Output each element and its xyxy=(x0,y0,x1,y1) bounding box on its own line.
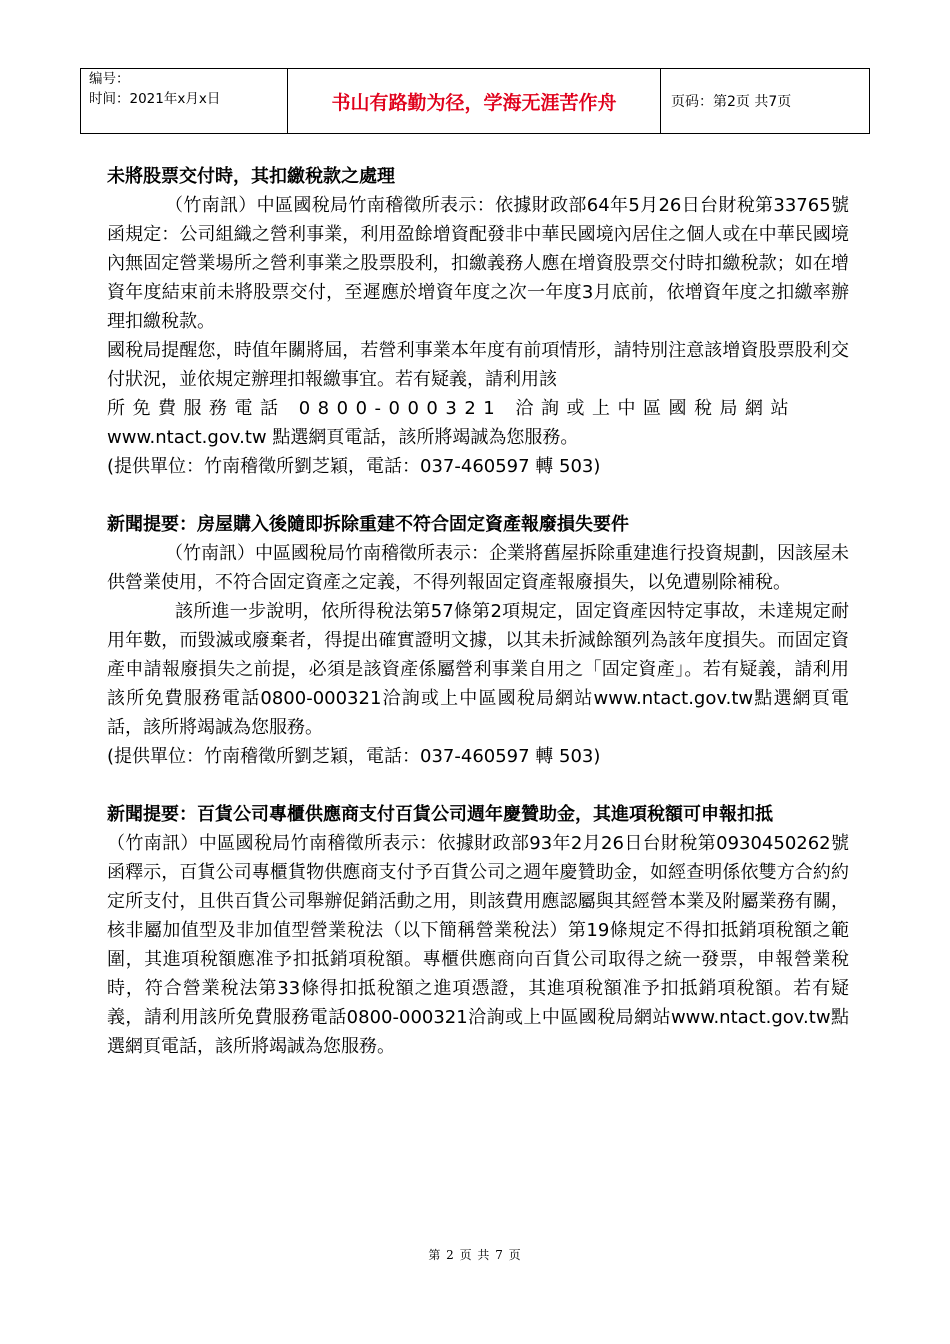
paragraph: 該所進一步說明，依所得稅法第57條第2項規定，固定資產因特定事故，未達規定耐用年數，而毀滅或廢棄者，得提出確實證明文據，以其未折減餘額列為該年度損失。而固定資產申請報廢損失之前提，必須是該資產係屬營利事業自用之「固定資產」。若有疑義，請利用該所免費服務電話0800-000321洽詢或上中區國稅局網站www.ntact.gov.tw點選網頁電話，該所將竭誠為您服務。 xyxy=(107,601,849,738)
paragraph: 所免費服務電話 0800-000321 洽詢或上中區國稅局網站 xyxy=(107,398,796,419)
section-title: 未將股票交付時，其扣繳稅款之處理 xyxy=(107,166,395,187)
paragraph: （竹南訊）中區國稅局竹南稽徵所表示：企業將舊屋拆除重建進行投資規劃，因該屋未供營業使用，不符合固定資產之定義，不得列報固定資產報廢損失，以免遭剔除補稅。 xyxy=(107,543,849,593)
document-header xyxy=(80,68,870,134)
paragraph: （竹南訊）中區國稅局竹南稽徵所表示：依據財政部93年2月26日台財稅第0930450262號函釋示，百貨公司專櫃貨物供應商支付予百貨公司之週年慶贊助金，如經查明係依雙方合約約定所支付，且供百貨公司舉辦促銷活動之用，則該費用應認屬與其經營本業及附屬業務有關，核非屬加值型及非加值型營業稅法（以下簡稱營業稅法）第19條規定不得扣抵銷項稅額之範圍，其進項稅額應准予扣抵銷項稅額。專櫃供應商向百貨公司取得之統一發票，申報營業稅時，符合營業稅法第33條得扣抵稅額之進項憑證，其進項稅額准予扣抵銷項稅額。若有疑義，請利用該所免費服務電話0800-000321洽詢或上中區國稅局網站www.ntact.gov.tw點選網頁電話，該所將竭誠為您服務。 xyxy=(107,833,849,1057)
page-footer: 第 2 页 共 7 页 xyxy=(428,1248,522,1262)
contact-line: (提供單位：竹南稽徵所劉芝穎，電話：037-460597 轉 503) xyxy=(107,746,601,767)
paragraph: www.ntact.gov.tw 點選網頁電話，該所將竭誠為您服務。 xyxy=(107,427,579,448)
header-meta xyxy=(81,69,288,134)
document-body xyxy=(107,162,849,1061)
number-label: 编号： xyxy=(89,71,130,87)
time-label: 时间：2021年x月x日 xyxy=(89,91,221,107)
paragraph: （竹南訊）中區國稅局竹南稽徵所表示：依據財政部64年5月26日台財稅第33765號函規定：公司組織之營利事業，利用盈餘增資配發非中華民國境內居住之個人或在中華民國境內無固定營業場所之營利事業之股票股利，扣繳義務人應在增資股票交付時扣繳稅款；如在增資年度結束前未將股票交付，至遲應於增資年度之次一年度3月底前，依增資年度之扣繳率辦理扣繳稅款。 xyxy=(107,195,849,332)
paragraph: 國稅局提醒您，時值年關將屆，若營利事業本年度有前項情形，請特別注意該增資股票股利交付狀況，並依規定辦理扣報繳事宜。若有疑義，請利用該 xyxy=(107,340,849,390)
motto: 书山有路勤为径，学海无涯苦作舟 xyxy=(288,69,661,134)
section-title: 新聞提要：百貨公司專櫃供應商支付百貨公司週年慶贊助金，其進項稅額可申報扣抵 xyxy=(107,804,773,825)
section-title: 新聞提要：房屋購入後隨即拆除重建不符合固定資產報廢損失要件 xyxy=(107,514,629,535)
contact-line: (提供單位：竹南稽徵所劉芝穎，電話：037-460597 轉 503) xyxy=(107,456,601,477)
page-info: 页码：第2页 共7页 xyxy=(661,69,870,134)
